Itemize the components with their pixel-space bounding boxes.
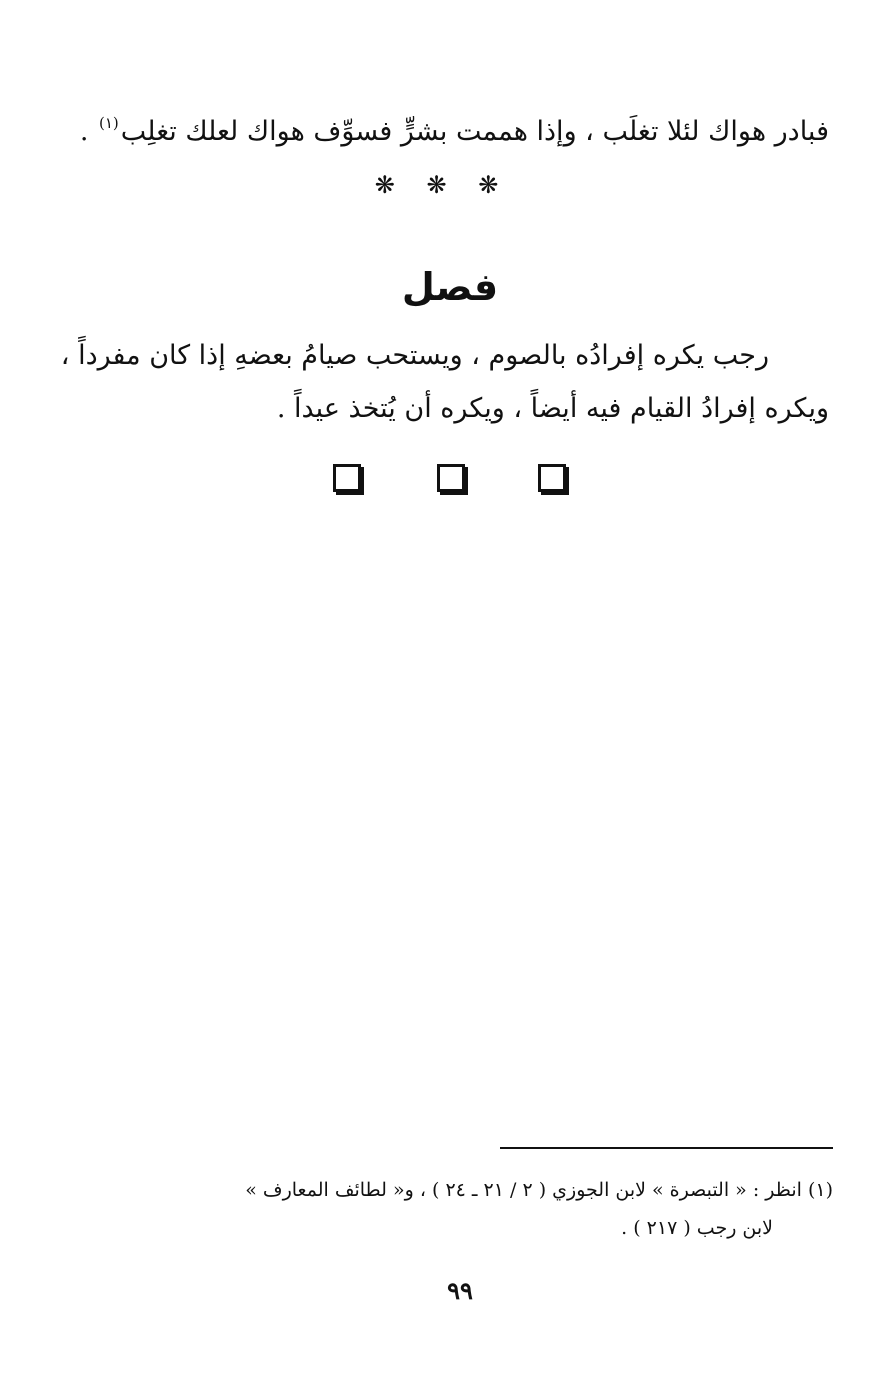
square-ornament-icon	[437, 464, 465, 492]
section-end-marks	[330, 464, 570, 494]
section-heading: فصل	[401, 265, 499, 309]
paragraph-line: ويكره إفرادُ القيام فيه أيضاً ، ويكره أن يُتخذ عيداً .	[276, 393, 829, 424]
section-separator	[0, 170, 873, 200]
square-ornament-icon	[333, 464, 361, 492]
paragraph-line: رجب يكره إفرادُه بالصوم ، ويستحب صيامُ بعضهِ إذا كان مفرداً ،	[60, 340, 769, 371]
star-ornament-icon: ❋	[478, 171, 499, 199]
footnote-line: لابن رجب ( ٢١٧ ) .	[621, 1217, 773, 1239]
square-ornament-icon	[538, 464, 566, 492]
page-number: ٩٩	[447, 1276, 473, 1305]
star-ornament-icon: ❋	[374, 171, 395, 199]
footnote-reference: (١)	[98, 114, 119, 132]
verse-end-punctuation: .	[79, 116, 97, 147]
poetry-verse-line	[80, 112, 829, 152]
footnote-line: (١) انظر : « التبصرة » لابن الجوزي ( ٢ / ٢١ ـ ٢٤ ) ، و« لطائف المعارف »	[245, 1179, 833, 1201]
star-ornament-icon: ❋	[426, 171, 447, 199]
verse-text: فبادر هواك لئلا تغلَب ، وإذا هممت بشرٍّ فسوِّف هواك لعلك تغلِب	[120, 116, 829, 147]
footnote-divider	[500, 1147, 833, 1149]
